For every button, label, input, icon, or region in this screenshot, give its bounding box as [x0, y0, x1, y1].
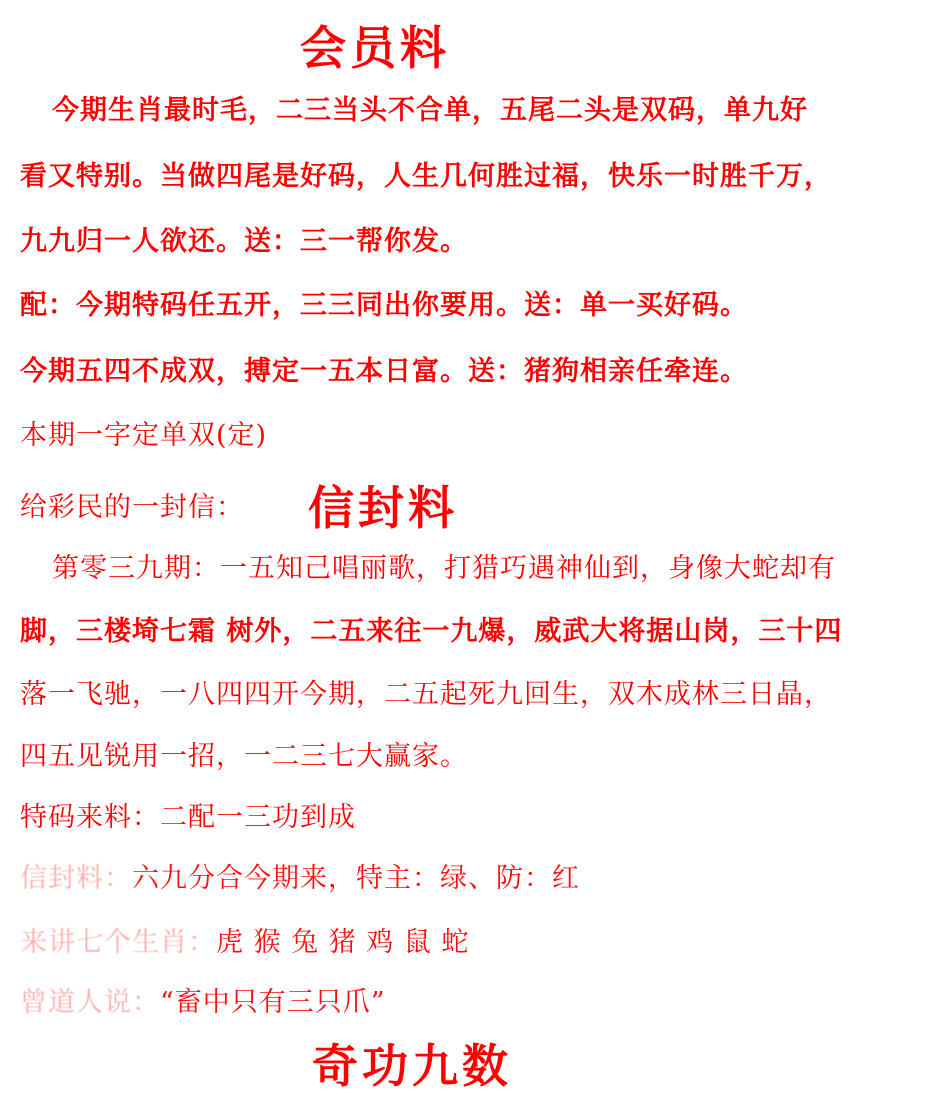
text-line: 脚，三楼埼七霜 树外，二五来往一九爆，威武大将据山岗，三十四	[20, 616, 843, 647]
faded-text: “畜中只有三只爪”	[160, 987, 386, 1018]
text-line: 第零三九期：一五知己唱丽歌，打猎巧遇神仙到，身像大蛇却有	[52, 553, 836, 584]
letter-label: 给彩民的一封信：	[20, 492, 244, 523]
faded-prefix: 来讲七个生肖：	[20, 927, 216, 958]
text-line: 落一飞驰，一八四四开今期，二五起死九回生，双木成林三日晶，	[20, 679, 832, 710]
faded-text: 六九分合今期来，特主：绿、防：红	[132, 863, 580, 894]
faded-line	[20, 920, 470, 959]
faded-text: 虎 猴 兔 猪 鸡 鼠 蛇	[216, 927, 470, 958]
footer-title: 奇功九数	[312, 1039, 512, 1093]
text-line: 九九归一人欲还。送：三一帮你发。	[20, 226, 468, 257]
text-line: 今期五四不成双，搏定一五本日富。送：猪狗相亲任牵连。	[20, 356, 748, 387]
faded-line	[20, 856, 580, 895]
faded-prefix: 信封料：	[20, 863, 132, 894]
text-line: 本期一字定单双(定)	[20, 420, 268, 451]
text-line: 配：今期特码任五开，三三同出你要用。送：单一买好码。	[20, 290, 748, 321]
envelope-title: 信封料	[308, 481, 458, 535]
text-line: 今期生肖最时毛，二三当头不合单，五尾二头是双码，单九好	[52, 95, 808, 126]
faded-line	[20, 980, 386, 1019]
text-line: 看又特别。当做四尾是好码，人生几何胜过福，快乐一时胜千万，	[20, 161, 832, 192]
text-line: 四五见锐用一招，一二三七大赢家。	[20, 741, 468, 772]
faded-prefix: 曾道人说：	[20, 987, 160, 1018]
special-line: 特码来料：二配一三功到成	[20, 802, 356, 833]
header-title: 会员料	[300, 21, 450, 75]
